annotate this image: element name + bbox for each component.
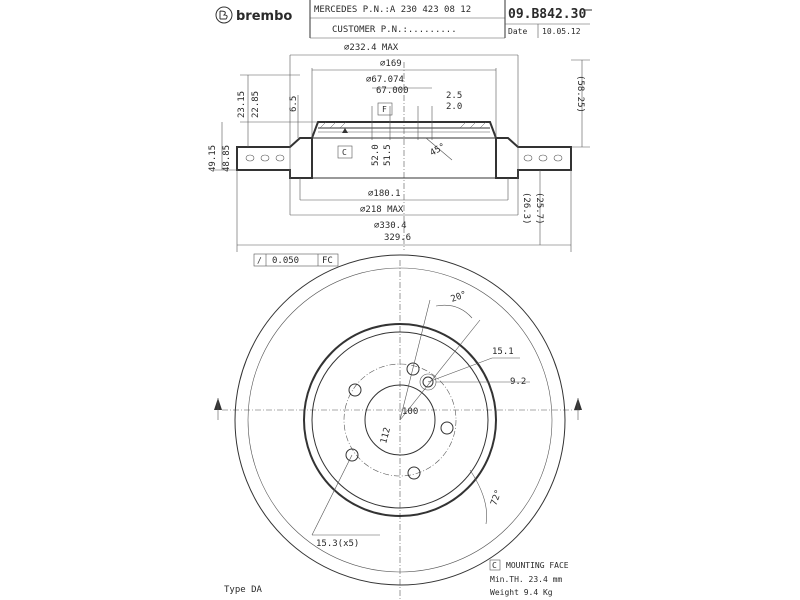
dim-169: ∅169	[380, 59, 402, 69]
notes	[224, 560, 569, 597]
dim-112: 112	[379, 426, 394, 445]
customer-part-number: CUSTOMER P.N.:.........	[332, 25, 457, 35]
dim-100: 100	[402, 407, 419, 417]
mounting-face-symbol: C	[492, 561, 497, 570]
date-value: 10.05.12	[542, 27, 581, 36]
title-block	[216, 0, 592, 38]
dim-15-3-x5: 15.3(x5)	[316, 539, 360, 549]
label-F: F	[382, 105, 387, 114]
dim-52-0: 52.0	[371, 144, 381, 166]
dim-20-deg: 20°	[449, 289, 469, 305]
dim-72-deg: 72°	[489, 488, 505, 508]
dim-49-15: 49.15	[208, 144, 218, 172]
dim-330-4: ∅330.4	[374, 221, 407, 231]
mercedes-part-number: MERCEDES P.N.:A 230 423 08 12	[314, 5, 472, 15]
date-label: Date	[508, 27, 528, 36]
dim-2-0: 2.0	[446, 102, 463, 112]
runout-tolerance-frame	[254, 254, 338, 266]
dim-218-max: ∅218 MAX	[360, 205, 404, 215]
dim-22-85: 22.85	[251, 90, 261, 118]
dim-67-074: ∅67.074	[366, 75, 404, 85]
dim-180-1: ∅180.1	[368, 189, 401, 199]
type-label: Type DA	[224, 585, 262, 595]
dim-48-85: 48.85	[222, 144, 232, 172]
label-C: C	[342, 148, 347, 157]
dim-9-2: 9.2	[510, 377, 527, 387]
brand-name: brembo	[236, 9, 293, 24]
dim-25-7: (25.7)	[534, 192, 544, 225]
dim-67-000: 67.000	[376, 86, 409, 96]
brembo-logo	[216, 7, 292, 24]
front-view	[214, 255, 582, 600]
min-thickness: Min.TH. 23.4 mm	[490, 575, 563, 584]
dim-23-15: 23.15	[237, 90, 247, 118]
bolt-holes	[346, 363, 453, 479]
dim-45-deg: 45°	[428, 141, 448, 159]
tolerance-value: 0.050	[272, 256, 300, 266]
weight: Weight 9.4 Kg	[490, 588, 553, 597]
dim-51-5: 51.5	[383, 144, 393, 166]
dim-26-3: (26.3)	[521, 192, 531, 225]
mounting-face-label: MOUNTING FACE	[506, 561, 569, 570]
part-number: 09.B842.30	[508, 7, 587, 22]
tolerance-symbol: ∕	[257, 256, 262, 265]
friction-ring-right	[496, 138, 571, 178]
dim-2-5: 2.5	[446, 91, 463, 101]
dim-6-5: 6.5	[289, 95, 299, 112]
tolerance-ref: FC	[322, 256, 333, 266]
section-view	[208, 43, 590, 266]
dim-232-4-max: ∅232.4 MAX	[344, 43, 399, 53]
dim-58-25: (58.25)	[575, 75, 585, 113]
dim-329-6: 329.6	[384, 233, 412, 243]
dim-15-1: 15.1	[492, 347, 514, 357]
